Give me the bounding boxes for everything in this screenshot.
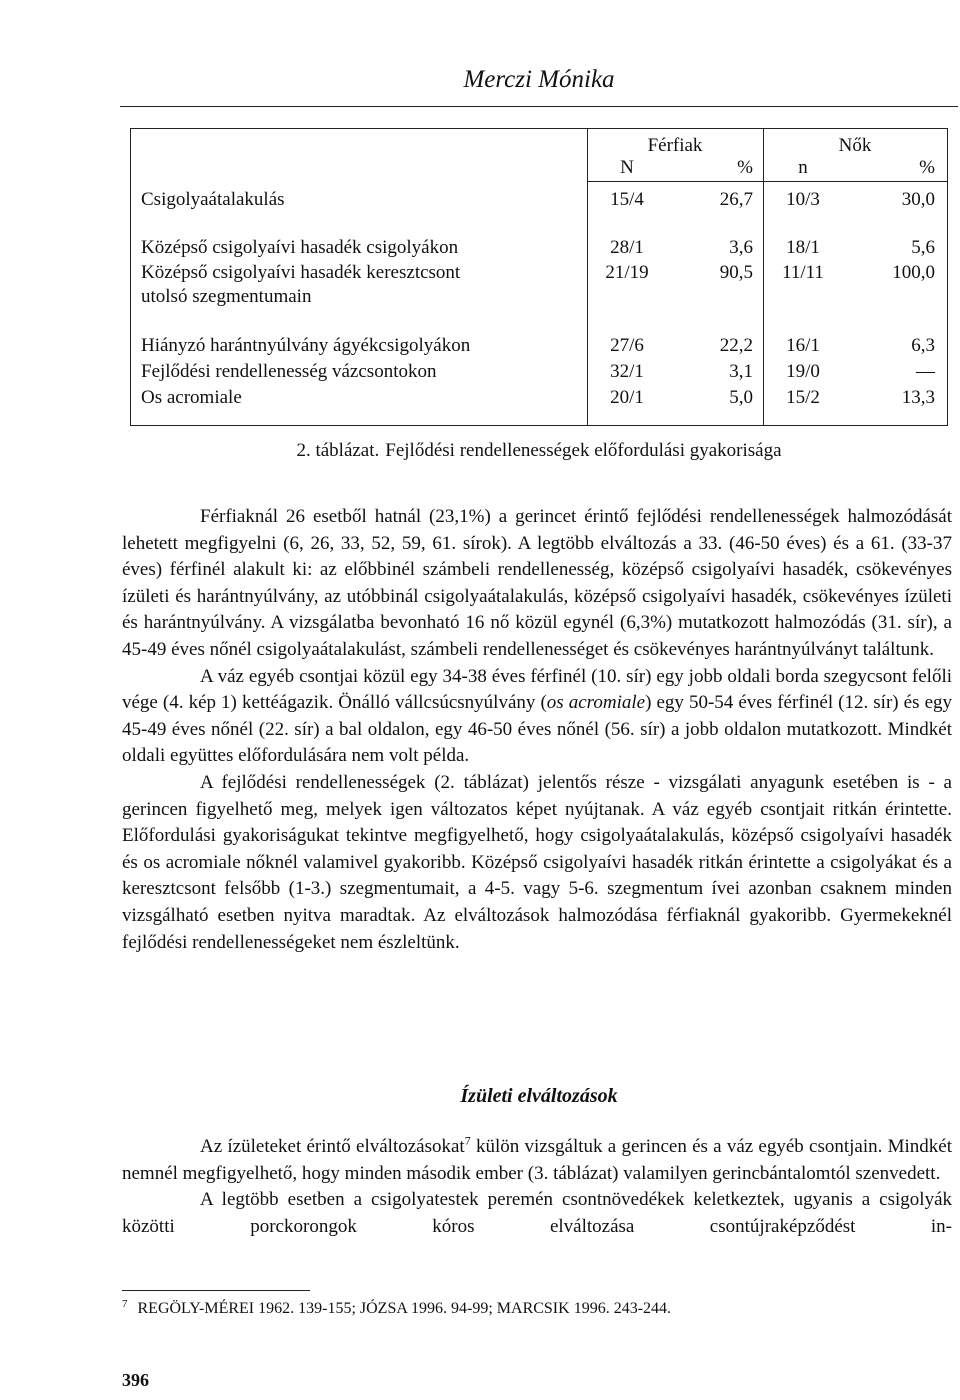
cell-pct-men: 22,2 — [719, 335, 753, 356]
table-caption-text: Fejlődési rendellenességek előfordulási gyakorisága — [385, 440, 782, 461]
row-label: Középső csigolyaívi hasadék keresztcsont — [141, 262, 461, 283]
cell-n-women: 10/3 — [786, 189, 820, 210]
cell-n-women: 15/2 — [786, 387, 820, 408]
paragraph-part: ) egy 50-54 éves férfinél (12. sír) és egy 45-49 éves nőnél (22. sír) a bal oldalon, egy 46-50 éves nőnél (56. sír) a jobb oldalon mutatkozott. Mindkét oldali együttes előfordulására nem volt példa. — [122, 692, 953, 767]
header-rule — [120, 106, 958, 107]
body-text-bottom — [122, 1134, 952, 1240]
cell-pct-women: 13,3 — [901, 387, 935, 408]
cell-n-men: 15/4 — [610, 189, 644, 210]
cell-n-women: 11/11 — [782, 262, 824, 283]
cell-pct-women: 100,0 — [892, 262, 935, 283]
cell-n-men: 21/19 — [605, 262, 649, 283]
footnote-marker: 7 — [122, 1297, 128, 1310]
paragraph: A legtöbb esetben a csigolyatestek peremén csontnövedékek keletkeztek, ugyanis a csigolyák közötti porckorongok kóros elváltozása csontújraképződést in- — [122, 1189, 952, 1237]
footnote-ref: 7 — [464, 1133, 471, 1148]
paragraph — [122, 1134, 952, 1187]
group-header-men: Férfiak — [647, 135, 703, 156]
table-caption-label: 2. táblázat. — [296, 440, 380, 461]
cell-pct-men: 90,5 — [719, 262, 753, 283]
cell-n-women: 19/0 — [786, 361, 820, 382]
cell-n-men: 32/1 — [610, 361, 644, 382]
paragraph: Férfiaknál 26 esetből hatnál (23,1%) a gerincet érintő fejlődési rendellenességek halmozódását lehetett megfigyelni (6, 26, 33, 52, 59, 61. sírok). A legtöbb elváltozás a 33. (46-50 éves) és a 61. (33-37 éves) férfinél alakult ki: az előbbinél számbeli rendellenesség, középső csigolyaívi hasadék, csökevényes ízületi és harántnyúlvány, az utóbbinál csigolyaátalakulás, középső csigolyaívi hasadék, csökevényes ízületi és harántnyúlvány. A vizsgálatba bevonható 16 nő közül egynél (6,3%) mutatkozott halmozódás (31. sír), a 45-49 éves nőnél csigolyaátalakulást, számbeli rendellenességet és csökevényes harántnyúlványt találtunk. — [122, 506, 952, 660]
group-header-women: Nők — [838, 135, 872, 156]
paragraph-part: A váz egyéb csontjai közül egy 34-38 éves férfinél (10. sír) egy jobb oldali borda szegycsont felőli vége (4. kép 1) kettéágazik. Önálló vállcsúcsnyúlvány ( — [122, 665, 952, 714]
col-header-n-women: n — [798, 157, 808, 178]
footnote — [122, 1297, 952, 1318]
cell-pct-men: 3,1 — [729, 361, 753, 382]
cell-n-men: 28/1 — [610, 237, 644, 258]
cell-pct-women: 30,0 — [901, 189, 935, 210]
footnote-rule — [122, 1290, 310, 1291]
col-header-pct-women: % — [919, 157, 935, 178]
page-number: 396 — [122, 1370, 149, 1390]
col-header-pct-men: % — [737, 157, 753, 178]
data-table — [130, 128, 948, 426]
cell-n-men: 27/6 — [610, 335, 644, 356]
cell-pct-men: 26,7 — [719, 189, 753, 210]
paragraph-part: külön vizsgáltuk a gerincen és a váz egyéb csontjain. Mindkét nemnél megfigyelhető, hogy minden második ember (3. táblázat) valamilyen gerincbántalomtól szenvedett. — [122, 1136, 952, 1184]
cell-n-men: 20/1 — [610, 387, 644, 408]
row-label: Hiányzó harántnyúlvány ágyékcsigolyákon — [141, 335, 471, 356]
cell-pct-women: 5,6 — [911, 237, 935, 258]
cell-n-women: 18/1 — [786, 237, 820, 258]
running-header: Merczi Mónika — [463, 66, 615, 93]
paragraph-italic: os acromiale — [546, 692, 646, 714]
table-header-rule — [587, 181, 947, 182]
paragraph: A fejlődési rendellenességek (2. táblázat) jelentős része - vizsgálati anyagunk esetében is - a gerincen figyelhető meg, melyek igen változatos képet nyújtanak. A váz egyéb csontjait ritkán érintette. Előfordulási gyakoriságukat tekintve megfigyelhető, hogy csigolyaátalakulás, középső csigolyaívi hasadék és os acromiale nőknél valamivel gyakoribb. Középső csigolyaívi hasadék ritkán érintette a csigolyákat és a keresztcsont felsőbb (1-3.) szegmentumait, a 4-5. vagy 5-6. szegmentum ívei azonban csaknem minden vizsgálható esetben nyitva maradtak. Az elváltozások halmozódása férfiaknál gyakoribb. Gyermekeknél fejlődési rendellenességeket nem észleltünk. — [122, 771, 952, 953]
table-caption — [130, 440, 948, 462]
row-label: Középső csigolyaívi hasadék csigolyákon — [141, 237, 459, 258]
footnote-text: REGÖLY-MÉREI 1962. 139-155; JÓZSA 1996. 94-99; MARCSIK 1996. 243-244. — [137, 1300, 672, 1317]
section-title: Ízületi elváltozások — [460, 1085, 618, 1107]
row-label-continued: utolsó szegmentumain — [141, 286, 312, 307]
cell-pct-women: 6,3 — [911, 335, 935, 356]
cell-pct-women: — — [916, 361, 935, 382]
body-text-top — [122, 504, 952, 956]
row-label: Csigolyaátalakulás — [141, 189, 285, 210]
row-label: Os acromiale — [141, 387, 242, 408]
paragraph-part: Az ízületeket érintő elváltozásokat — [200, 1136, 465, 1157]
col-header-n-men: N — [620, 157, 634, 178]
cell-n-women: 16/1 — [786, 335, 820, 356]
row-label: Fejlődési rendellenesség vázcsontokon — [141, 361, 437, 382]
cell-pct-men: 3,6 — [729, 237, 753, 258]
paragraph — [122, 664, 952, 770]
cell-pct-men: 5,0 — [729, 387, 753, 408]
